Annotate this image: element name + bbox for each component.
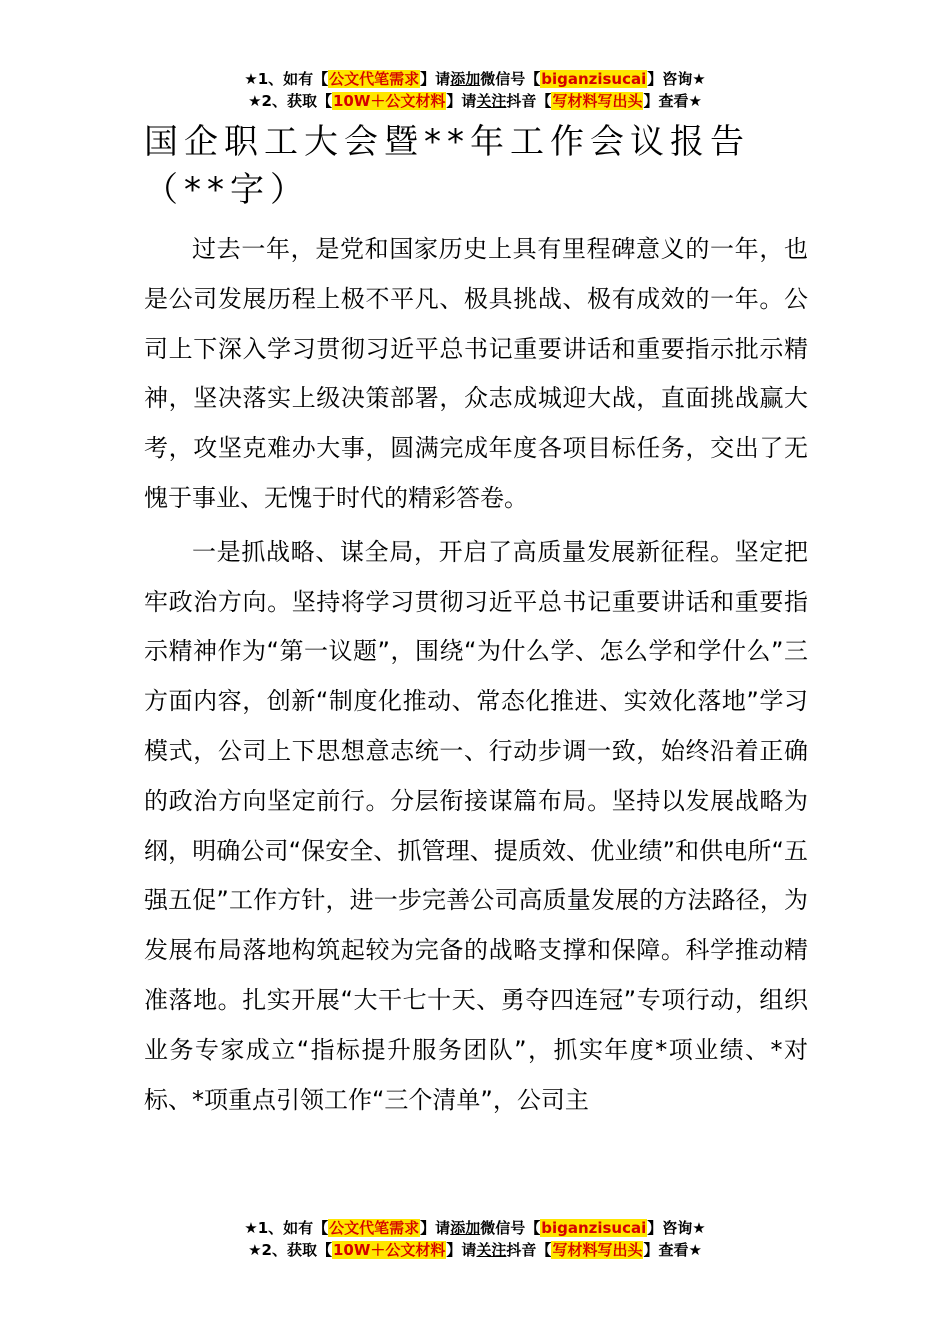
highlight-text: 公文代笔需求 <box>329 1219 420 1237</box>
footer-banner <box>0 1217 950 1261</box>
paragraph-strategy: 一是抓战略、谋全局，开启了高质量发展新征程。坚定把牢政治方向。坚持将学习贯彻习近平总书记重要讲话和重要指示精神作为“第一议题”，围绕“为什么学、怎么学和学什么”三方面内容，创新“制度化推动、常态化推进、实效化落地”学习模式，公司上下思想意志统一、行动步调一致，始终沿着正确的政治方向坚定前行。分层衔接谋篇布局。坚持以发展战略为纲，明确公司“保安全、抓管理、提质效、优业绩”和供电所“五强五促”工作方针，进一步完善公司高质量发展的方法路径，为发展布局落地构筑起较为完备的战略支撑和保障。科学推动精准落地。扎实开展“大干七十天、勇夺四连冠”专项行动，组织业务专家成立“指标提升服务团队”，抓实年度*项业绩、*对标、*项重点引领工作“三个清单”，公司主 <box>144 537 808 1114</box>
highlight-text: 10W＋公文材料 <box>332 92 446 110</box>
highlight-text: 公文代笔需求 <box>329 70 420 88</box>
wechat-id: biganzisucai <box>541 1219 647 1237</box>
document-title: 国企职工大会暨**年工作会议报告（**字） <box>144 122 750 210</box>
wechat-id: biganzisucai <box>541 70 647 88</box>
highlight-text: 10W＋公文材料 <box>332 1241 446 1259</box>
douyin-account: 写材料写出头 <box>552 1241 643 1259</box>
document-body <box>144 118 808 1125</box>
header-banner-line-2: ★2、获取【10W＋公文材料】请关注抖音【写材料写出头】查看★ <box>248 92 702 110</box>
header-banner <box>0 68 950 112</box>
footer-banner-line-2: ★2、获取【10W＋公文材料】请关注抖音【写材料写出头】查看★ <box>248 1241 702 1259</box>
douyin-account: 写材料写出头 <box>552 92 643 110</box>
header-banner-line-1: ★1、如有【公文代笔需求】请添加微信号【biganzisucai】咨询★ <box>244 70 706 88</box>
footer-banner-line-1: ★1、如有【公文代笔需求】请添加微信号【biganzisucai】咨询★ <box>244 1219 706 1237</box>
paragraph-intro: 过去一年，是党和国家历史上具有里程碑意义的一年，也是公司发展历程上极不平凡、极具挑战、极有成效的一年。公司上下深入学习贯彻习近平总书记重要讲话和重要指示批示精神，坚决落实上级决策部署，众志成城迎大战，直面挑战赢大考，攻坚克难办大事，圆满完成年度各项目标任务，交出了无愧于事业、无愧于时代的精彩答卷。 <box>144 235 808 512</box>
